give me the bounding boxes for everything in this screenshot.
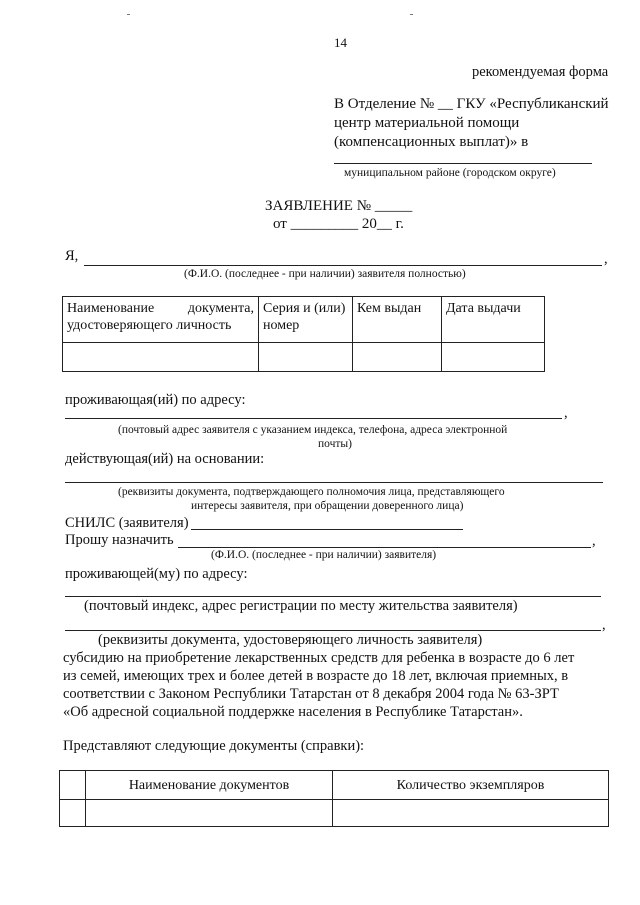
recipient-address-line[interactable] xyxy=(65,596,601,597)
id-header-issuer: Кем выдан xyxy=(353,297,442,343)
request-comma: , xyxy=(592,533,596,549)
basis-caption-2: интересы заявителя, при обращении доверенного лица) xyxy=(191,500,464,512)
form-type-label: рекомендуемая форма xyxy=(472,64,609,80)
snils-label: СНИЛС (заявителя) xyxy=(65,515,189,531)
addressee-caption: муниципальном районе (городском округе) xyxy=(344,167,556,179)
addressee-line-2: центр материальной помощи xyxy=(334,115,520,131)
id-document-details-line[interactable] xyxy=(65,630,601,631)
snils-line[interactable] xyxy=(191,529,463,530)
subsidy-text-line-3: соответствии с Законом Республики Татарстан от 8 декабря 2004 года № 63-ЗРТ xyxy=(63,686,559,702)
page-number: 14 xyxy=(334,35,347,50)
subsidy-text-line-1: субсидию на приобретение лекарственных средств для ребенка в возрасте до 6 лет xyxy=(63,650,575,666)
id-cell-date[interactable] xyxy=(442,343,545,372)
id-document-details-comma: , xyxy=(602,617,606,633)
addressee-blank-line[interactable] xyxy=(334,163,592,164)
table-row xyxy=(60,800,609,827)
addressee-line-3: (компенсационных выплат)» в xyxy=(334,134,529,150)
id-document-table xyxy=(62,296,545,372)
id-cell-issuer[interactable] xyxy=(353,343,442,372)
docs-header-quantity: Количество экземпляров xyxy=(333,771,609,800)
basis-line[interactable] xyxy=(65,482,603,483)
docs-cell-number[interactable] xyxy=(60,800,86,827)
docs-cell-quantity[interactable] xyxy=(333,800,609,827)
id-header-document: Наименование документа, удостоверяющего личность xyxy=(63,297,259,343)
subsidy-text-line-4: «Об адресной социальной поддержке населения в Республике Татарстан». xyxy=(63,704,523,720)
request-name-line[interactable] xyxy=(178,547,591,548)
addressee-line-1: В Отделение № __ ГКУ «Республиканский xyxy=(334,96,609,112)
recipient-address-label: проживающей(му) по адресу: xyxy=(65,566,248,582)
recipient-address-caption: (почтовый индекс, адрес регистрации по месту жительства заявителя) xyxy=(84,598,518,614)
basis-label: действующая(ий) на основании: xyxy=(65,451,265,467)
applicant-comma: , xyxy=(604,251,608,267)
id-cell-series[interactable] xyxy=(259,343,353,372)
applicant-name-line[interactable] xyxy=(84,265,602,266)
table-row xyxy=(60,771,609,800)
residence-caption-2: почты) xyxy=(318,438,352,450)
application-title: ЗАЯВЛЕНИЕ № _____ xyxy=(265,198,413,214)
residence-caption-1: (почтовый адрес заявителя с указанием индекса, телефона, адреса электронной xyxy=(118,424,508,436)
subsidy-text-line-2: из семей, имеющих трех и более детей в возрасте до 18 лет, включая приемных, в xyxy=(63,668,569,684)
request-label: Прошу назначить xyxy=(65,532,174,548)
request-caption: (Ф.И.О. (последнее - при наличии) заявителя) xyxy=(211,549,437,561)
applicant-caption: (Ф.И.О. (последнее - при наличии) заявителя полностью) xyxy=(184,268,466,280)
scan-speck xyxy=(127,14,130,15)
application-date: от _________ 20__ г. xyxy=(273,216,404,232)
id-header-date: Дата выдачи xyxy=(442,297,545,343)
table-row xyxy=(63,343,545,372)
basis-caption-1: (реквизиты документа, подтверждающего полномочия лица, представляющего xyxy=(118,486,505,498)
id-document-details-caption: (реквизиты документа, удостоверяющего личность заявителя) xyxy=(98,632,483,648)
residence-comma: , xyxy=(564,405,568,421)
scan-speck xyxy=(410,14,413,15)
docs-header-number xyxy=(60,771,86,800)
documents-table xyxy=(59,770,609,827)
id-header-series: Серия и (или) номер xyxy=(259,297,353,343)
docs-header-name: Наименование документов xyxy=(86,771,333,800)
residence-label: проживающая(ий) по адресу: xyxy=(65,392,246,408)
applicant-prefix: Я, xyxy=(65,248,79,264)
id-cell-document[interactable] xyxy=(63,343,259,372)
table-row xyxy=(63,297,545,343)
residence-address-line[interactable] xyxy=(65,418,562,419)
documents-intro: Представляют следующие документы (справки): xyxy=(63,738,365,754)
docs-cell-name[interactable] xyxy=(86,800,333,827)
